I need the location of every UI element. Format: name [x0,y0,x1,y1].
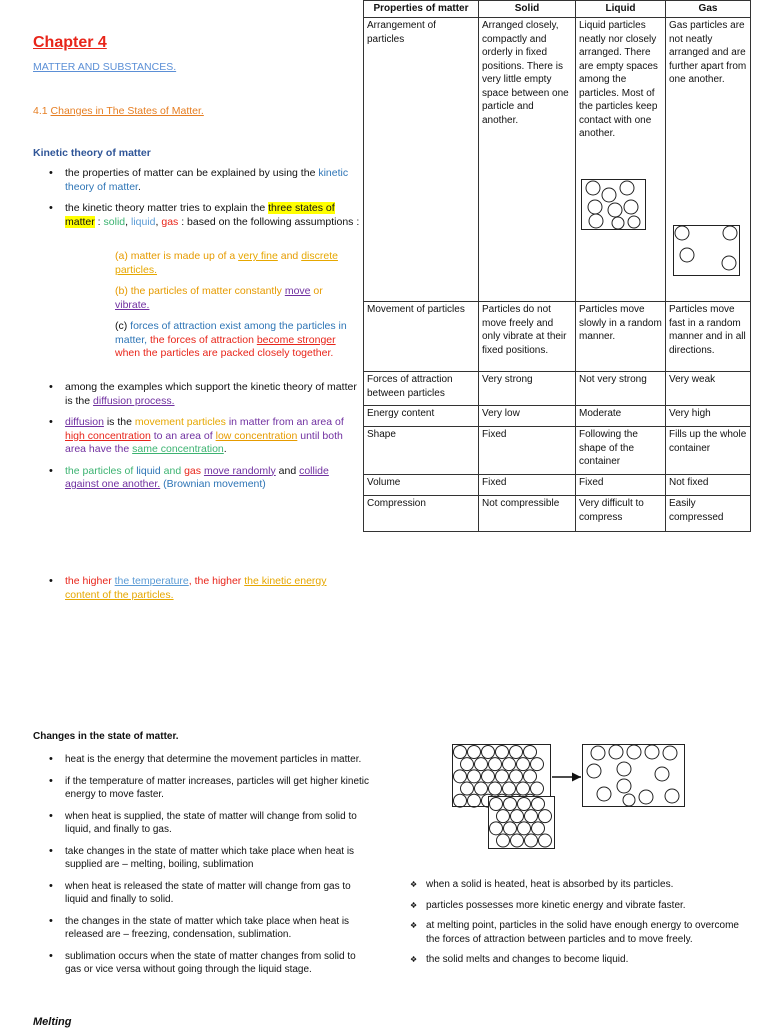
list-item: ❖ at melting point, particles in the solid have enough energy to overcome the forces of attraction between particles and to move freely. [410,919,750,946]
table-cell: Fills up the whole container [666,427,751,475]
changes-title: Changes in the state of matter. [33,731,179,742]
gas-particles-diagram [673,225,741,277]
list-item: • the properties of matter can be explained by using the kinetic theory of matter. [33,167,363,194]
table-row [364,427,751,475]
section-number: 4.1 [33,105,51,117]
table-row [364,475,751,496]
list-item: • diffusion is the movement particles in matter from an area of high concentration to an area of low concentration until both area have the same concentration. [33,416,363,457]
table-cell: Volume [364,475,479,496]
table-cell: Very high [666,406,751,427]
kinetic-bullets-3 [33,575,363,610]
table-header-row [364,1,751,18]
table-cell: Very weak [666,372,751,406]
list-item: • among the examples which support the kinetic theory of matter is the diffusion process. [33,381,363,408]
table-cell: Compression [364,496,479,532]
heating-list [410,878,750,974]
header-liquid: Liquid [576,1,666,18]
solid-particles-box-2 [489,797,555,849]
properties-table [363,0,751,532]
list-item: • the particles of liquid and gas move randomly and collide against one another. (Brownian movement) [33,465,363,492]
table-cell: Particles move slowly in a random manner. [576,302,666,372]
assumption-a: (a) matter is made up of a very fine and discrete particles. [115,250,338,276]
list-item: • when heat is supplied, the state of matter will change from solid to liquid, and finally to gas. [33,810,373,837]
list-item: ❖ particles possesses more kinetic energy and vibrate faster. [410,899,750,913]
header-gas: Gas [666,1,751,18]
table-cell: Movement of particles [364,302,479,372]
kinetic-bullets-2 [33,381,363,500]
changes-list [33,753,373,985]
table-cell: Fixed [479,427,576,475]
table-cell: Energy content [364,406,479,427]
table-cell: Following the shape of the container [576,427,666,475]
table-cell-gas-arrangement: Gas particles are not neatly arranged and are further apart from one another. [666,18,751,302]
table-cell: Particles move fast in a random manner and in all directions. [666,302,751,372]
header-solid: Solid [479,1,576,18]
table-row [364,302,751,372]
table-cell: Arranged closely, compactly and orderly in fixed positions. There is very little empty space between one particle and another. [479,18,576,302]
list-item: • sublimation occurs when the state of matter changes from solid to gas or vice versa without going through the liquid stage. [33,950,373,977]
list-item: ❖ the solid melts and changes to become liquid. [410,953,750,967]
assumption-b: (b) the particles of matter constantly move or vibrate. [115,285,323,311]
table-cell: Not very strong [576,372,666,406]
table-row [364,406,751,427]
section-title: Changes in The States of Matter. [50,105,204,117]
table-cell: Fixed [479,475,576,496]
table-row [364,496,751,532]
table-cell: Particles do not move freely and only vibrate at their fixed positions. [479,302,576,372]
list-item: • take changes in the state of matter which take place when heat is supplied are – melting, boiling, sublimation [33,845,373,872]
kinetic-bullets-1 [33,167,363,237]
subtitle: MATTER AND SUBSTANCES. [33,61,177,73]
table-row [364,372,751,406]
liquid-particles-diagram [581,179,647,231]
liquid-arrangement-text: Liquid particles neatly nor closely arranged. There are empty spaces among the particles. Most of the particles keep contact with one another. [579,20,658,139]
chapter-title: Chapter 4 [33,34,107,51]
table-row [364,18,751,302]
table-cell: Fixed [576,475,666,496]
table-cell: Easily compressed [666,496,751,532]
list-item: ❖ when a solid is heated, heat is absorbed by its particles. [410,878,750,892]
table-cell: Very difficult to compress [576,496,666,532]
table-cell-liquid-arrangement [576,18,666,302]
table-cell: Very strong [479,372,576,406]
table-cell: Very low [479,406,576,427]
list-item: • when heat is released the state of matter will change from gas to liquid and finally to solid. [33,880,373,907]
list-item: • heat is the energy that determine the movement particles in matter. [33,753,373,767]
header-properties: Properties of matter [364,1,479,18]
list-item: • if the temperature of matter increases, particles will get higher kinetic energy to move faster. [33,775,373,802]
list-item: • the changes in the state of matter which take place when heat is released are – freezing, condensation, sublimation. [33,915,373,942]
table-cell: Shape [364,427,479,475]
assumption-c: (c) forces of attraction exist among the particles in matter, the forces of attraction become stronger when the particles are packed closely together. [115,320,347,359]
table-cell: Not fixed [666,475,751,496]
table-cell: Not compressible [479,496,576,532]
kinetic-theory-title: Kinetic theory of matter [33,147,151,159]
melting-heading: Melting [33,1016,72,1028]
table-cell: Moderate [576,406,666,427]
liquid-particles-box [583,745,685,807]
list-item: • the higher the temperature, the higher the kinetic energy content of the particles. [33,575,363,602]
melting-diagram [448,741,696,853]
table-cell: Forces of attraction between particles [364,372,479,406]
table-cell: Arrangement of particles [364,18,479,302]
section-heading [33,105,204,117]
list-item: • the kinetic theory matter tries to explain the three states of matter : solid, liquid, gas : based on the following assumptions : [33,202,363,229]
